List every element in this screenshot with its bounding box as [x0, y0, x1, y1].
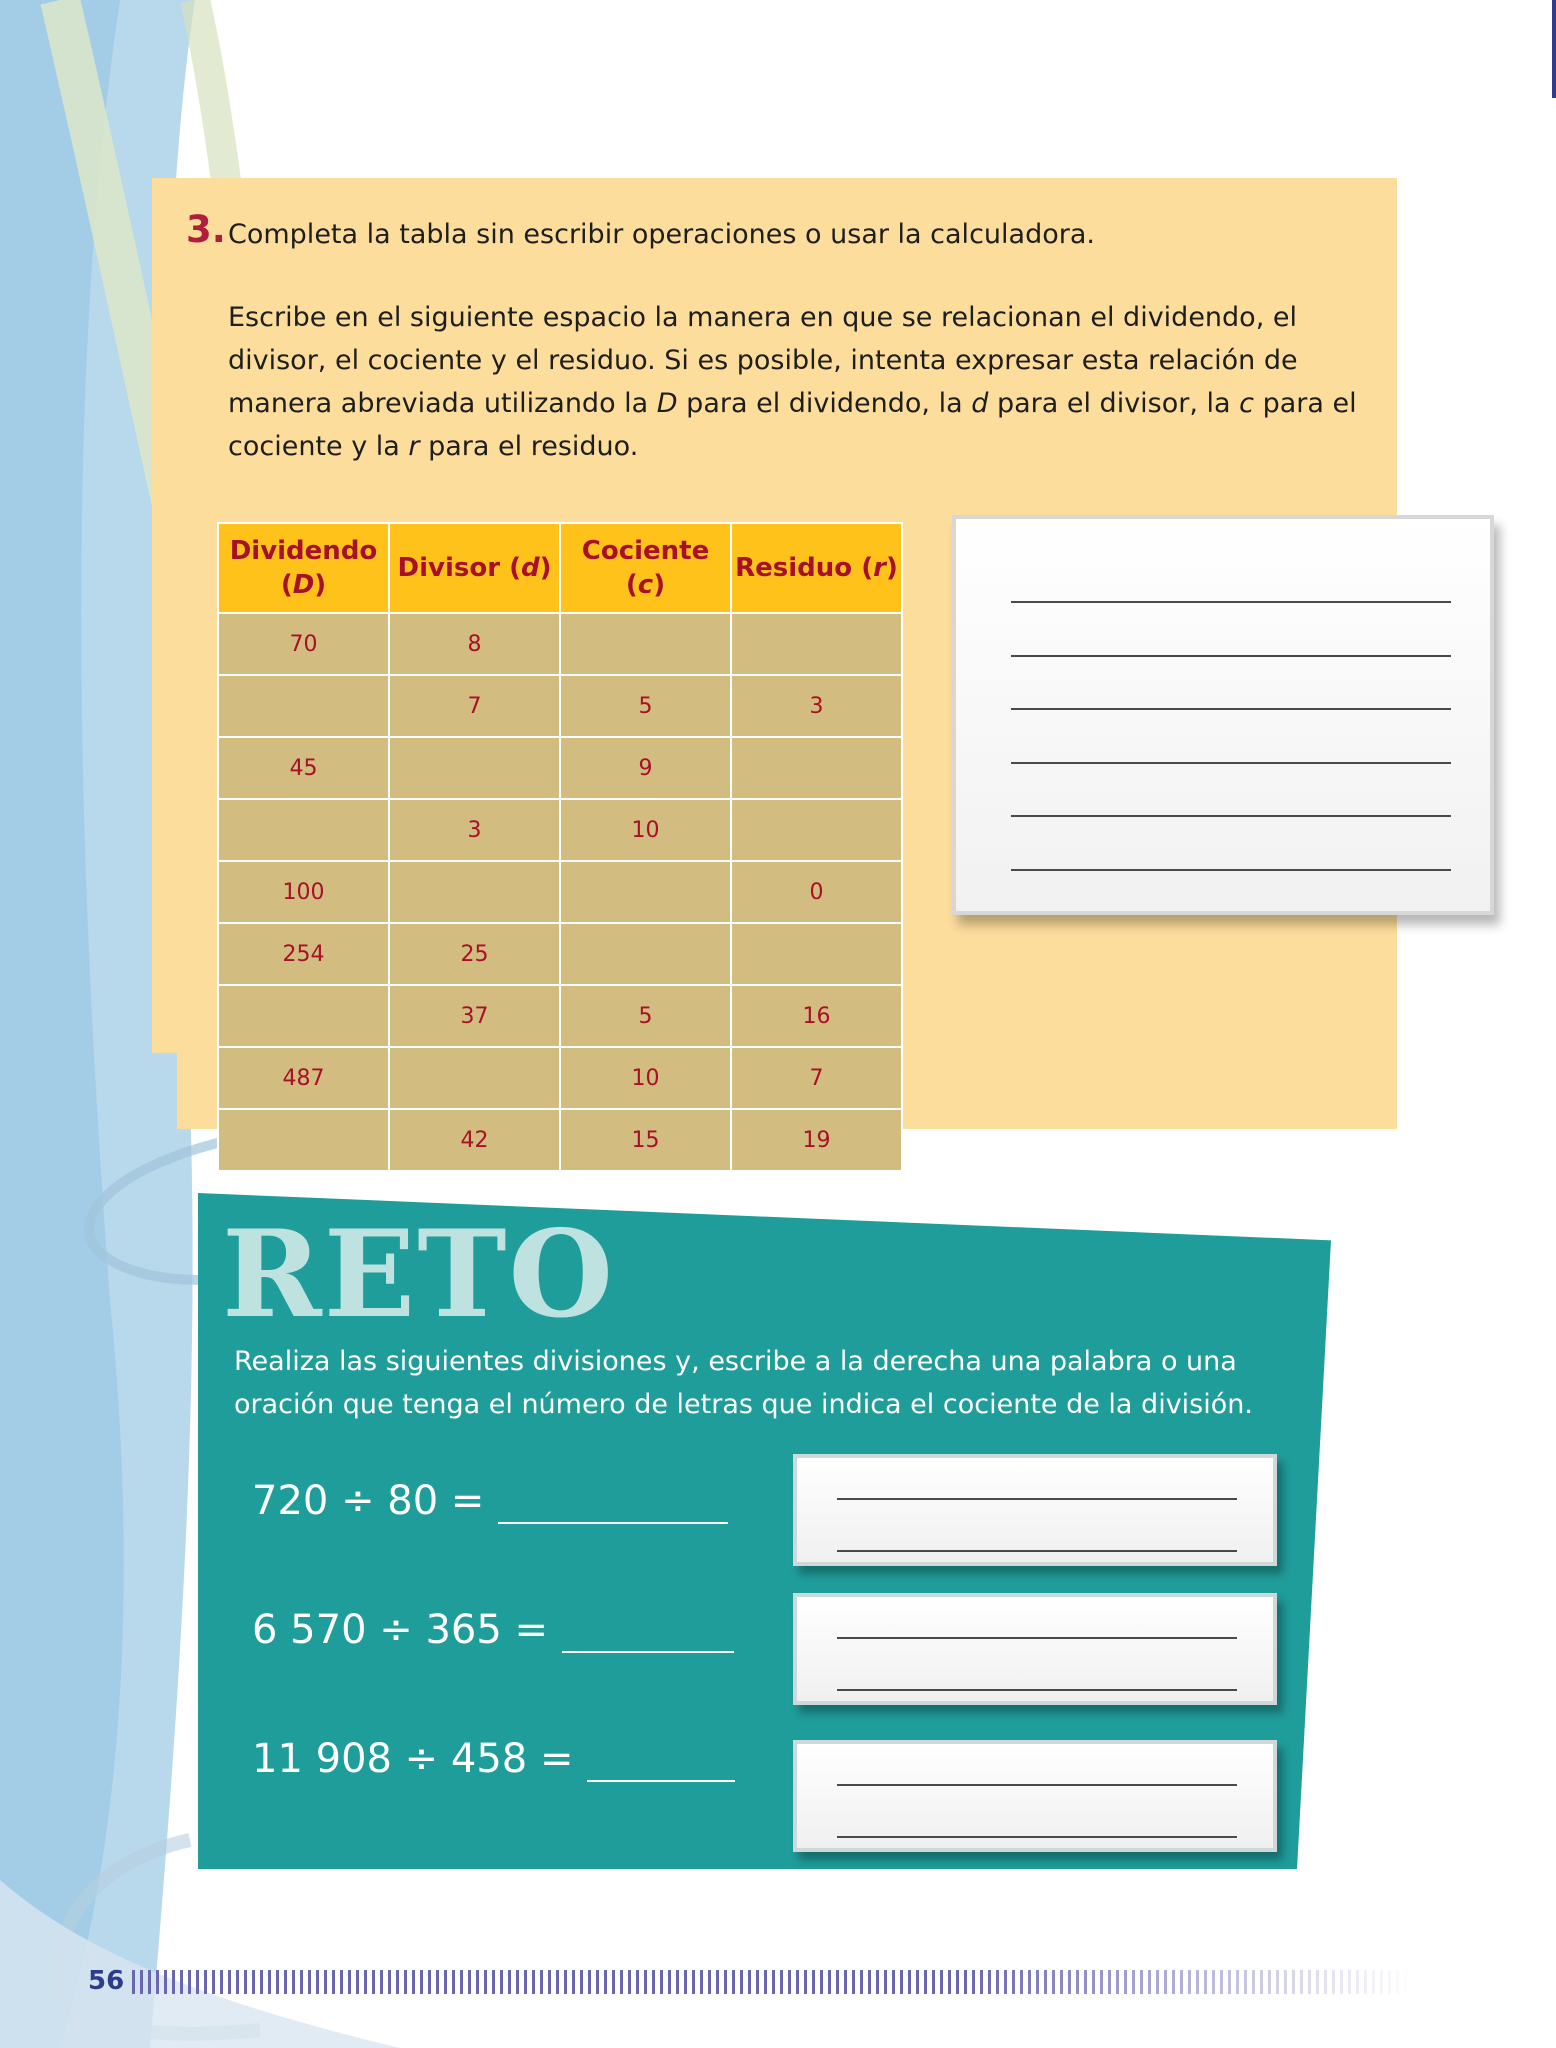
answer-line[interactable]	[1011, 601, 1451, 603]
relation-answer-box[interactable]	[952, 515, 1494, 915]
paragraph-text: para el dividendo, la	[677, 388, 972, 419]
header-variable: c	[637, 570, 654, 600]
empty-cell[interactable]	[218, 675, 389, 737]
var-quotient: c	[1239, 388, 1255, 419]
header-variable: d	[520, 553, 540, 583]
table-cell: 10	[560, 1047, 731, 1109]
table-row	[218, 985, 902, 1047]
answer-line[interactable]	[837, 1498, 1237, 1500]
answer-line[interactable]	[837, 1637, 1237, 1639]
reto-title: RETO	[222, 1204, 616, 1345]
header-label: Residuo	[735, 553, 853, 583]
table-cell: 7	[731, 1047, 902, 1109]
answer-line[interactable]	[1011, 762, 1451, 764]
answer-blank[interactable]	[498, 1486, 728, 1524]
empty-cell[interactable]	[560, 861, 731, 923]
table-row	[218, 613, 902, 675]
table-header: Divisor (d)	[389, 523, 560, 613]
empty-cell[interactable]	[389, 1047, 560, 1109]
empty-cell[interactable]	[731, 799, 902, 861]
table-cell: 70	[218, 613, 389, 675]
division-1	[252, 1478, 728, 1524]
answer-line[interactable]	[837, 1689, 1237, 1691]
table-cell: 42	[389, 1109, 560, 1171]
answer-blank[interactable]	[587, 1744, 735, 1782]
division-3	[252, 1736, 735, 1782]
var-divisor: d	[971, 388, 989, 419]
division-expression: 11 908 ÷ 458 =	[252, 1736, 574, 1782]
table-cell: 16	[731, 985, 902, 1047]
exercise-instruction: Completa la tabla sin escribir operaciones o usar la calculadora.	[228, 219, 1095, 250]
division-expression: 720 ÷ 80 =	[252, 1478, 485, 1524]
paragraph-text: para el divisor, la	[988, 388, 1240, 419]
header-label: Cociente	[581, 536, 710, 566]
answer-line[interactable]	[837, 1836, 1237, 1838]
division-2	[252, 1607, 734, 1653]
answer-line[interactable]	[837, 1784, 1237, 1786]
word-answer-box-2[interactable]	[793, 1593, 1277, 1705]
table-cell: 5	[560, 985, 731, 1047]
header-variable: D	[292, 570, 315, 600]
table-cell: 15	[560, 1109, 731, 1171]
word-answer-box-1[interactable]	[793, 1454, 1277, 1566]
table-cell: 487	[218, 1047, 389, 1109]
page-edge-marker	[1552, 0, 1556, 98]
table-row	[218, 1047, 902, 1109]
footer-ruler	[132, 1970, 1412, 1994]
answer-line[interactable]	[1011, 815, 1451, 817]
table-cell: 254	[218, 923, 389, 985]
table-cell: 45	[218, 737, 389, 799]
table-cell: 9	[560, 737, 731, 799]
empty-cell[interactable]	[218, 985, 389, 1047]
paragraph-text: para el cociente y la	[228, 388, 1357, 462]
answer-blank[interactable]	[562, 1615, 734, 1653]
table-header: Cociente (c)	[560, 523, 731, 613]
table-cell: 37	[389, 985, 560, 1047]
table-row	[218, 737, 902, 799]
empty-cell[interactable]	[218, 1109, 389, 1171]
table-row	[218, 799, 902, 861]
answer-line[interactable]	[1011, 708, 1451, 710]
table-row	[218, 675, 902, 737]
table-row	[218, 1109, 902, 1171]
answer-line[interactable]	[837, 1550, 1237, 1552]
empty-cell[interactable]	[731, 923, 902, 985]
empty-cell[interactable]	[731, 737, 902, 799]
answer-line[interactable]	[1011, 655, 1451, 657]
page-number: 56	[88, 1966, 125, 1996]
table-cell: 8	[389, 613, 560, 675]
exercise-number: 3.	[186, 208, 226, 251]
reto-instruction: Realiza las siguientes divisiones y, escribe a la derecha una palabra o una oración que tenga el número de letras que indica el cociente de la división.	[234, 1346, 1253, 1420]
empty-cell[interactable]	[731, 613, 902, 675]
table-cell: 25	[389, 923, 560, 985]
header-label: Dividendo	[229, 536, 378, 566]
table-cell: 3	[389, 799, 560, 861]
var-remainder: r	[408, 431, 420, 462]
header-variable: r	[873, 553, 886, 583]
exercise-paragraph	[228, 296, 1358, 468]
paragraph-text: para el residuo.	[419, 431, 639, 462]
table-cell: 100	[218, 861, 389, 923]
division-expression: 6 570 ÷ 365 =	[252, 1607, 549, 1653]
table-cell: 10	[560, 799, 731, 861]
table-cell: 19	[731, 1109, 902, 1171]
empty-cell[interactable]	[389, 861, 560, 923]
empty-cell[interactable]	[218, 799, 389, 861]
header-label: Divisor	[397, 553, 501, 583]
empty-cell[interactable]	[560, 923, 731, 985]
empty-cell[interactable]	[389, 737, 560, 799]
empty-cell[interactable]	[560, 613, 731, 675]
paragraph-text: Escribe en el siguiente espacio la manera en que se relacionan el dividendo, el divisor, el cociente y el residuo. Si es posible, intenta expresar esta relación de manera abreviada utilizando la	[228, 302, 1298, 419]
answer-line[interactable]	[1011, 869, 1451, 871]
word-answer-box-3[interactable]	[793, 1740, 1277, 1852]
table-cell: 5	[560, 675, 731, 737]
table-cell: 3	[731, 675, 902, 737]
table-header: Residuo (r)	[731, 523, 902, 613]
var-dividend: D	[656, 388, 678, 419]
table-header: Dividendo (D)	[218, 523, 389, 613]
table-row	[218, 923, 902, 985]
table-cell: 7	[389, 675, 560, 737]
division-table	[217, 522, 903, 1172]
table-cell: 0	[731, 861, 902, 923]
table-row	[218, 861, 902, 923]
